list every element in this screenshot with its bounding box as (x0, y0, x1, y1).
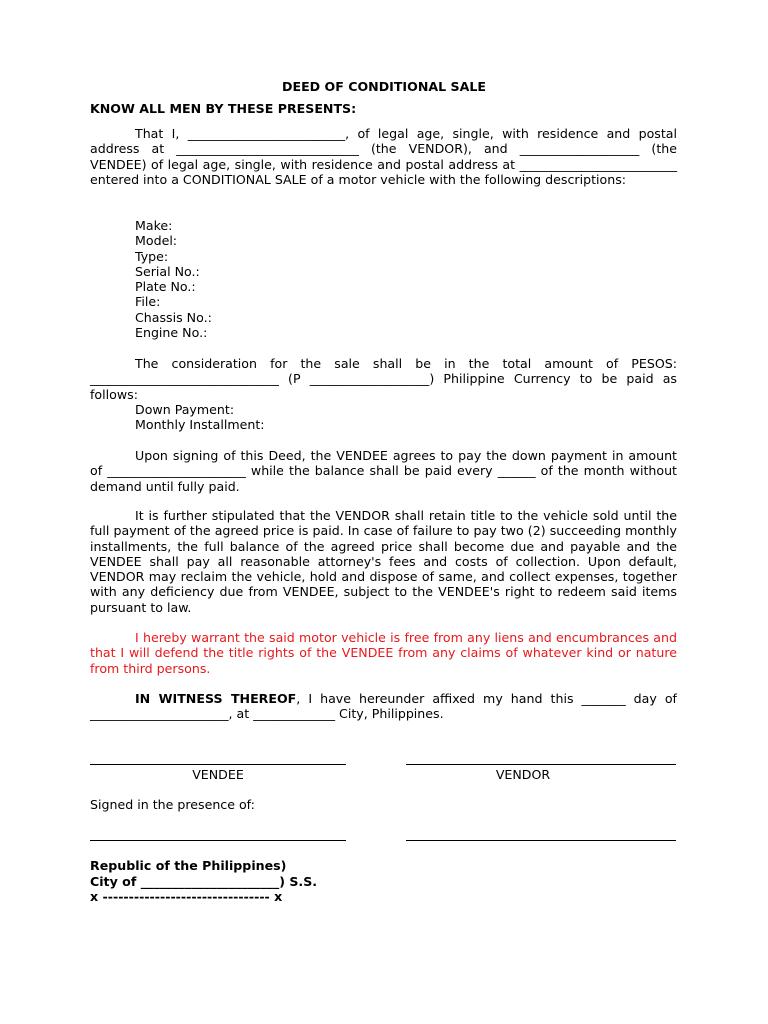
witness-text: , I have hereunder affixed my hand this _______ day of ______________________, at _____________ City, Philippines. (90, 691, 677, 722)
paragraph-parties (90, 126, 677, 187)
field-monthly-installment: Monthly Installment: (135, 417, 265, 433)
witness-heading: IN WITNESS THEREOF (135, 691, 297, 706)
witness-1-signature-line (90, 840, 346, 841)
field-serial-no: Serial No.: (135, 263, 200, 279)
paragraph-payment-terms (90, 448, 677, 494)
payment-terms-text: Upon signing of this Deed, the VENDEE agrees to pay the down payment in amount of ______________________ while the balance shall be paid every ______ of the month without demand until fully paid. (90, 448, 677, 494)
paragraph-warranty (90, 630, 677, 676)
payment-list (135, 402, 265, 433)
field-plate-no: Plate No.: (135, 279, 196, 295)
consideration-text: The consideration for the sale shall be in the total amount of PESOS: ______________________________ (P ___________________) Philippine Currency to be paid as follows: (90, 356, 677, 402)
paragraph-witness (90, 691, 677, 722)
ack-city: City of ______________________) S.S. (90, 874, 318, 889)
opening-heading: KNOW ALL MEN BY THESE PRESENTS: (90, 101, 357, 116)
witness-2-signature-line (406, 840, 676, 841)
vendor-label: VENDOR (495, 767, 551, 782)
field-make: Make: (135, 218, 173, 233)
vendor-signature-line (406, 764, 676, 765)
field-type: Type: (135, 248, 169, 264)
ack-republic: Republic of the Philippines) (90, 858, 287, 873)
field-down-payment: Down Payment: (135, 402, 235, 417)
paragraph-title-retention (90, 508, 677, 615)
warranty-text: I hereby warrant the said motor vehicle is free from any liens and encumbrances and that I will defend the title rights of the VENDEE from any claims of whatever kind or nature from third persons. (90, 630, 677, 676)
vendee-signature-line (90, 764, 346, 765)
field-file: File: (135, 294, 161, 310)
title-retention-text: It is further stipulated that the VENDOR shall retain title to the vehicle sold until the full payment of the agreed price is paid. In case of failure to pay two (2) succeeding monthly installments, the full balance of the agreed price shall become due and payable and the VENDEE shall pay all reasonable attorney's fees and costs of collection. Upon default, VENDOR may reclaim the vehicle, hold and dispose of same, and collect expenses, together with any deficiency due from VENDEE, subject to the VENDEE's right to redeem said items pursuant to law. (90, 508, 677, 615)
field-model: Model: (135, 233, 178, 249)
field-engine-no: Engine No.: (135, 325, 208, 341)
ack-separator: x -------------------------------- x (90, 889, 283, 904)
paragraph-consideration (90, 356, 677, 402)
parties-text: That I, _________________________, of legal age, single, with residence and postal address at _____________________________ (the VENDOR), and ___________________ (the VENDEE) of legal age, single, with residence and postal address at _________________________ entered into a CONDITIONAL SALE of a motor vehicle with the following descriptions: (90, 126, 677, 187)
vehicle-description-list (135, 218, 212, 340)
field-chassis-no: Chassis No.: (135, 309, 212, 325)
witness-label: Signed in the presence of: (90, 797, 255, 812)
vendee-label: VENDEE (192, 767, 244, 782)
document-title: DEED OF CONDITIONAL SALE (282, 79, 486, 94)
